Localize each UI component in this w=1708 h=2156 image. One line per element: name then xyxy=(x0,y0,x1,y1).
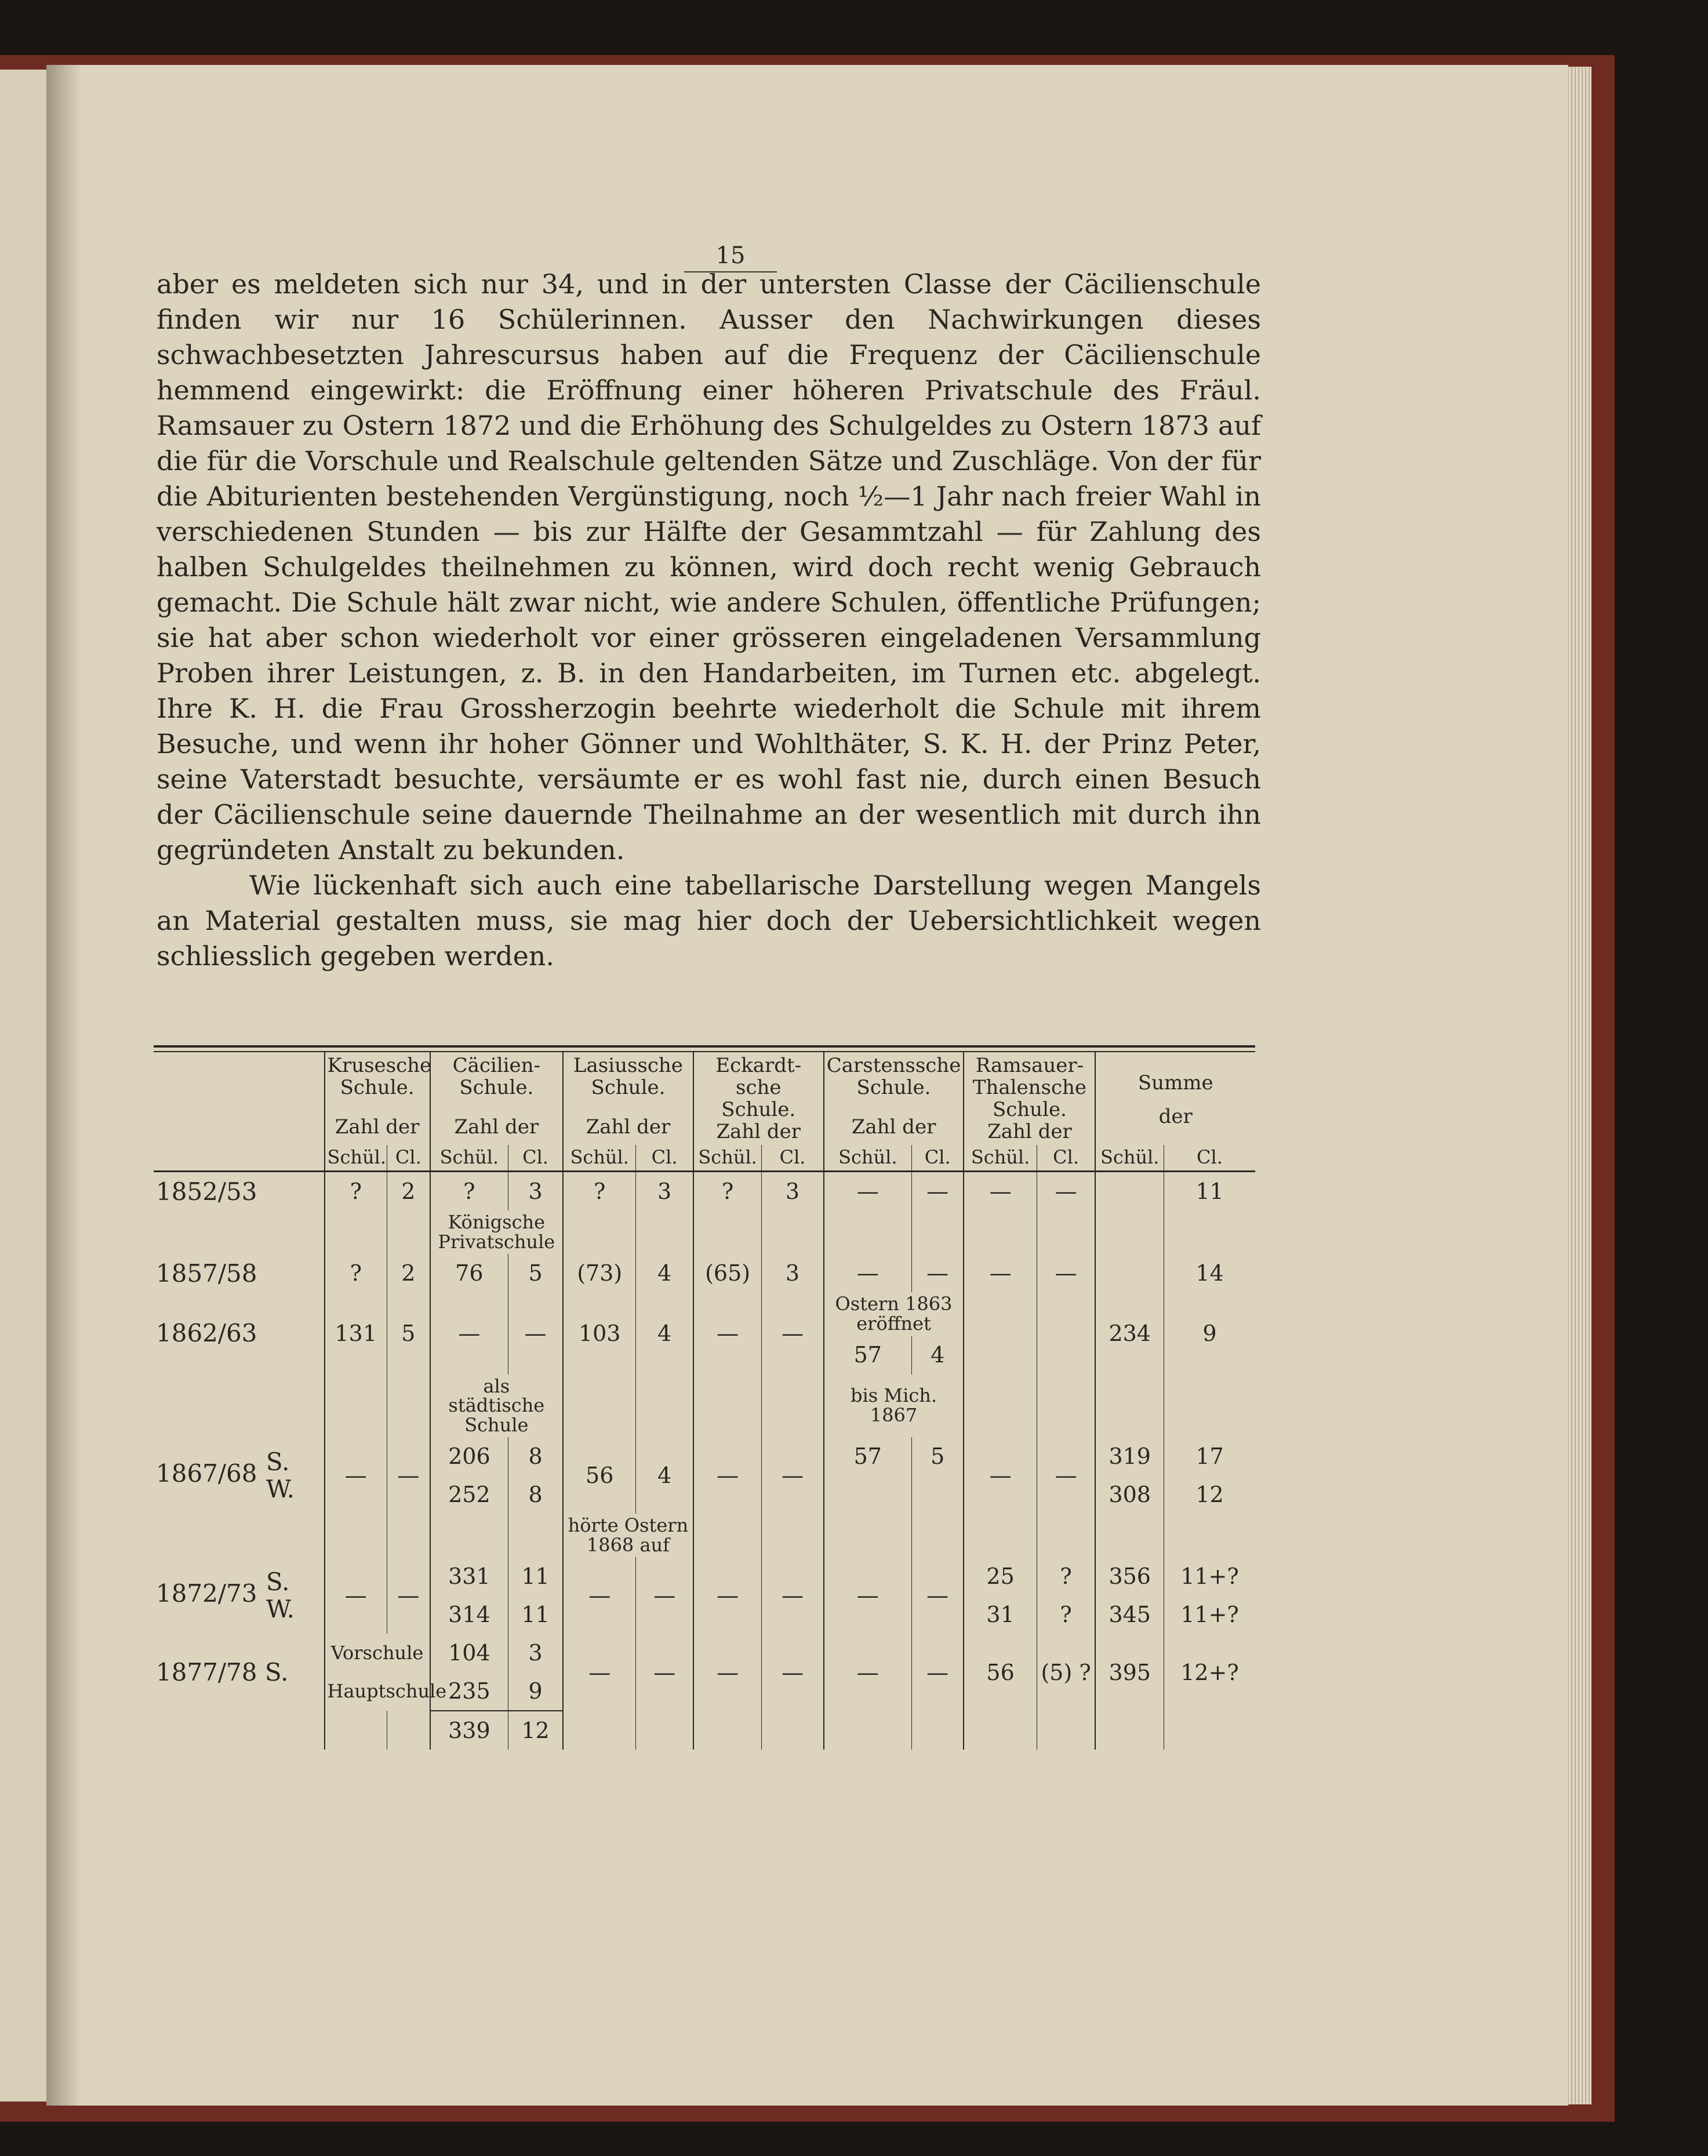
header-ramsauer: Ramsauer-Thalensche Schule. Zahl der xyxy=(964,1052,1095,1145)
empty-cell xyxy=(1037,1210,1095,1254)
table-cell: 11 xyxy=(508,1557,563,1595)
table-note-row-1867 xyxy=(154,1375,1255,1438)
empty-cell xyxy=(325,1711,387,1750)
table-cell xyxy=(1095,1254,1164,1292)
table-cell: ? xyxy=(325,1254,387,1292)
unit-schuel: Schül. xyxy=(964,1145,1037,1171)
table-cell: 4 xyxy=(636,1254,693,1292)
unit-cl: Cl. xyxy=(1037,1145,1095,1171)
empty-cell xyxy=(387,1514,430,1557)
table-cell: 5 xyxy=(387,1292,430,1374)
unit-schuel: Schül. xyxy=(693,1145,762,1171)
empty-cell xyxy=(762,1514,824,1557)
table-cell: 8 xyxy=(508,1475,563,1514)
unit-cl: Cl. xyxy=(762,1145,824,1171)
table-cell: 235 xyxy=(430,1672,508,1711)
label-vorschule: Vorschule xyxy=(325,1634,430,1672)
empty-cell xyxy=(154,1514,325,1557)
empty-cell xyxy=(563,1375,636,1438)
page-edges xyxy=(1565,67,1591,2104)
table-cell: — xyxy=(824,1634,912,1711)
empty-cell xyxy=(1037,1514,1095,1557)
table-cell: — xyxy=(325,1437,387,1514)
table-cell: — xyxy=(563,1557,636,1634)
empty-cell xyxy=(964,1711,1037,1750)
empty-cell xyxy=(1095,1711,1164,1750)
table-cell: 234 xyxy=(1095,1292,1164,1374)
table-cell: 25 xyxy=(964,1557,1037,1595)
table-cell: 3 xyxy=(636,1172,693,1211)
table-cell: — xyxy=(824,1254,912,1292)
table-cell: 9 xyxy=(1164,1292,1255,1374)
empty-cell xyxy=(964,1210,1037,1254)
table-cell: — xyxy=(824,1172,912,1211)
table-cell: 339 xyxy=(430,1711,508,1750)
table-cell: — xyxy=(824,1557,912,1634)
note-bis-mich-1867: bis Mich. 1867 xyxy=(824,1375,964,1438)
empty-cell xyxy=(154,1210,325,1254)
left-page-edge xyxy=(0,70,46,2102)
table-cell: — xyxy=(911,1557,964,1634)
table-cell: ? xyxy=(325,1172,387,1211)
gutter-shadow xyxy=(46,65,81,2106)
empty-cell xyxy=(964,1375,1037,1438)
empty-cell xyxy=(325,1514,387,1557)
table-cell: 31 xyxy=(964,1595,1037,1634)
unit-cl: Cl. xyxy=(387,1145,430,1171)
table-cell: — xyxy=(693,1292,762,1374)
table-note-row-1857 xyxy=(154,1210,1255,1254)
empty-cell xyxy=(824,1210,912,1254)
table-cell: 308 xyxy=(1095,1475,1164,1514)
table-cell: 3 xyxy=(762,1254,824,1292)
table-cell: 4 xyxy=(636,1292,693,1374)
table-cell: 104 xyxy=(430,1634,508,1672)
empty-cell xyxy=(762,1375,824,1438)
empty-cell xyxy=(563,1711,636,1750)
unit-cl: Cl. xyxy=(1164,1145,1255,1171)
unit-cl: Cl. xyxy=(508,1145,563,1171)
table-cell: — xyxy=(1037,1172,1095,1211)
table-cell: 76 xyxy=(430,1254,508,1292)
year-cell: 1867/68 S. W. xyxy=(156,1448,295,1504)
table-cell: — xyxy=(964,1254,1037,1292)
year-cell: 1852/53 xyxy=(156,1177,257,1206)
empty-cell xyxy=(1164,1711,1255,1750)
empty-cell xyxy=(508,1514,563,1557)
note-ostern-1863: Ostern 1863 eröffnet xyxy=(824,1292,964,1336)
empty-cell xyxy=(1095,1210,1164,1254)
empty-cell xyxy=(387,1210,430,1254)
empty-cell xyxy=(1164,1514,1255,1557)
school-statistics-table xyxy=(154,1052,1255,1750)
table-cell: 11 xyxy=(1164,1172,1255,1211)
empty-cell xyxy=(636,1711,693,1750)
table-row-1867-s xyxy=(154,1437,1255,1475)
table-cell: ? xyxy=(693,1172,762,1211)
table-cell: — xyxy=(430,1292,508,1374)
empty-cell xyxy=(325,1375,387,1438)
empty-cell xyxy=(1095,1514,1164,1557)
table-cell: 8 xyxy=(508,1437,563,1475)
unit-cl: Cl. xyxy=(636,1145,693,1171)
empty-cell xyxy=(824,1514,912,1557)
table-cell: 12+? xyxy=(1164,1634,1255,1711)
empty-cell xyxy=(693,1711,762,1750)
table-cell: — xyxy=(693,1557,762,1634)
table-cell: — xyxy=(964,1437,1037,1514)
empty-cell xyxy=(693,1514,762,1557)
table-cell: 3 xyxy=(508,1634,563,1672)
table-cell: 11 xyxy=(508,1595,563,1634)
empty-cell xyxy=(911,1475,964,1514)
empty-cell xyxy=(1164,1210,1255,1254)
table-cell: (5) ? xyxy=(1037,1634,1095,1711)
empty-cell xyxy=(911,1514,964,1557)
year-cell: 1862/63 xyxy=(156,1319,257,1348)
table-cell: — xyxy=(636,1557,693,1634)
table-row-1877-total xyxy=(154,1711,1255,1750)
empty-cell xyxy=(636,1210,693,1254)
empty-cell xyxy=(824,1711,912,1750)
unit-schuel: Schül. xyxy=(325,1145,387,1171)
header-row-schools xyxy=(154,1052,1255,1145)
table-note-row-lasius xyxy=(154,1514,1255,1557)
table-cell: — xyxy=(964,1172,1037,1211)
unit-schuel: Schül. xyxy=(1095,1145,1164,1171)
empty-cell xyxy=(964,1514,1037,1557)
table-cell: ? xyxy=(430,1172,508,1211)
header-eckardt: Eckardt-sche Schule. Zahl der xyxy=(693,1052,824,1145)
note-koenigsche-privatschule: Königsche Privatschule xyxy=(430,1210,563,1254)
table-cell: 314 xyxy=(430,1595,508,1634)
table-cell: 14 xyxy=(1164,1254,1255,1292)
table-cell: 5 xyxy=(508,1254,563,1292)
label-hauptschule: Hauptschule xyxy=(325,1672,430,1711)
empty-cell xyxy=(1037,1711,1095,1750)
table-cell: — xyxy=(693,1634,762,1711)
table-cell: — xyxy=(1037,1437,1095,1514)
body-text xyxy=(157,267,1261,974)
table-cell: 3 xyxy=(762,1172,824,1211)
empty-cell xyxy=(824,1475,912,1514)
header-lasius: Lasiussche Schule. Zahl der xyxy=(563,1052,693,1145)
empty-cell xyxy=(762,1711,824,1750)
table-row-1872-s xyxy=(154,1557,1255,1595)
empty-cell xyxy=(430,1514,508,1557)
table-cell: 12 xyxy=(508,1711,563,1750)
year-cell: 1872/73 S. W. xyxy=(156,1568,295,1624)
table-cell: — xyxy=(762,1437,824,1514)
table-row-1857 xyxy=(154,1254,1255,1292)
table-cell: 12 xyxy=(1164,1475,1255,1514)
table-cell: 11+? xyxy=(1164,1595,1255,1634)
table-cell: 57 xyxy=(824,1336,912,1375)
table-row-1862 xyxy=(154,1292,1255,1336)
table-cell: — xyxy=(1037,1254,1095,1292)
page-number: 15 xyxy=(684,242,777,272)
table-cell xyxy=(1095,1172,1164,1211)
table-cell: — xyxy=(762,1557,824,1634)
empty-cell xyxy=(1095,1375,1164,1438)
empty-cell xyxy=(563,1210,636,1254)
table-cell: ? xyxy=(1037,1557,1095,1595)
table-cell: — xyxy=(693,1437,762,1514)
header-summe: Summe der xyxy=(1095,1052,1255,1145)
table-cell: 56 xyxy=(563,1437,636,1514)
empty-cell xyxy=(154,1375,325,1438)
table-cell: — xyxy=(325,1557,387,1634)
table-cell: 319 xyxy=(1095,1437,1164,1475)
table-cell: (73) xyxy=(563,1254,636,1292)
table-cell: 2 xyxy=(387,1254,430,1292)
unit-schuel: Schül. xyxy=(824,1145,912,1171)
table-cell: 5 xyxy=(911,1437,964,1475)
header-krusesche: Krusesche Schule. Zahl der xyxy=(325,1052,430,1145)
table-cell: 11+? xyxy=(1164,1557,1255,1595)
table-cell: — xyxy=(636,1634,693,1711)
year-cell: 1877/78 S. xyxy=(156,1658,289,1687)
table-cell: 252 xyxy=(430,1475,508,1514)
note-als-staedtische-schule: als städtische Schule xyxy=(430,1375,563,1438)
table-cell: 103 xyxy=(563,1292,636,1374)
table-cell: 57 xyxy=(824,1437,912,1475)
paragraph-2: Wie lückenhaft sich auch eine tabellarische Darstellung wegen Mangels an Material gestalten muss, sie mag hier doch der Uebersichtlichkeit wegen schliesslich gegeben werden. xyxy=(157,870,1261,972)
header-row-units xyxy=(154,1145,1255,1171)
empty-cell xyxy=(1037,1375,1095,1438)
empty-cell xyxy=(911,1711,964,1750)
empty-cell xyxy=(693,1375,762,1438)
table-cell xyxy=(964,1292,1037,1374)
table-cell: 56 xyxy=(964,1634,1037,1711)
empty-cell xyxy=(911,1210,964,1254)
empty-cell xyxy=(325,1210,387,1254)
table-cell: ? xyxy=(1037,1595,1095,1634)
table-row-1852 xyxy=(154,1172,1255,1211)
unit-cl: Cl. xyxy=(911,1145,964,1171)
table-cell: — xyxy=(387,1557,430,1634)
table-cell: — xyxy=(911,1172,964,1211)
table-cell: — xyxy=(387,1437,430,1514)
empty-cell xyxy=(762,1210,824,1254)
empty-cell xyxy=(693,1210,762,1254)
empty-cell xyxy=(636,1375,693,1438)
table-cell: 331 xyxy=(430,1557,508,1595)
header-carstens: Carstenssche Schule. Zahl der xyxy=(824,1052,964,1145)
table-cell: 4 xyxy=(636,1437,693,1514)
table-cell: — xyxy=(762,1634,824,1711)
table-cell: — xyxy=(563,1634,636,1711)
header-caecilien: Cäcilien-Schule. Zahl der xyxy=(430,1052,563,1145)
table-cell: ? xyxy=(563,1172,636,1211)
empty-cell xyxy=(154,1711,325,1750)
table-cell: — xyxy=(911,1634,964,1711)
note-hoerte-ostern-1868-auf: hörte Ostern 1868 auf xyxy=(563,1514,693,1557)
table-top-rule xyxy=(154,1045,1255,1050)
table-cell: (65) xyxy=(693,1254,762,1292)
table-cell: — xyxy=(508,1292,563,1374)
table-cell: 2 xyxy=(387,1172,430,1211)
table-cell: 17 xyxy=(1164,1437,1255,1475)
table-cell: — xyxy=(762,1292,824,1374)
header-unit-year xyxy=(154,1145,325,1171)
table-cell: 206 xyxy=(430,1437,508,1475)
unit-schuel: Schül. xyxy=(430,1145,508,1171)
empty-cell xyxy=(387,1711,430,1750)
table-cell: 3 xyxy=(508,1172,563,1211)
table-cell: 4 xyxy=(911,1336,964,1375)
year-cell: 1857/58 xyxy=(156,1259,257,1288)
empty-cell xyxy=(387,1375,430,1438)
table-cell: 356 xyxy=(1095,1557,1164,1595)
table-cell: 345 xyxy=(1095,1595,1164,1634)
table-cell: 131 xyxy=(325,1292,387,1374)
header-year xyxy=(154,1052,325,1145)
table-row-1877-vorschule xyxy=(154,1634,1255,1672)
table-cell: 9 xyxy=(508,1672,563,1711)
table-cell: 395 xyxy=(1095,1634,1164,1711)
empty-cell xyxy=(1164,1375,1255,1438)
table-cell: — xyxy=(911,1254,964,1292)
table-cell xyxy=(1037,1292,1095,1374)
unit-schuel: Schül. xyxy=(563,1145,636,1171)
paragraph-1: aber es meldeten sich nur 34, und in der untersten Classe der Cäcilienschule finden wir nur 16 Schülerinnen. Ausser den Nachwirkungen dieses schwachbesetzten Jahrescursus haben auf die Frequenz der Cäcilienschule hemmend eingewirkt: die Eröffnung einer höheren Privatschule des Fräul. Ramsauer zu Ostern 1872 und die Erhöhung des Schulgeldes zu Ostern 1873 auf die für die Vorschule und Realschule geltenden Sätze und Zuschläge. Von der für die Abiturienten bestehenden Vergünstigung, noch ½—1 Jahr nach freier Wahl in verschiedenen Stunden — bis zur Hälfte der Gesammtzahl — für Zahlung des halben Schulgeldes theilnehmen zu können, wird doch recht wenig Gebrauch gemacht. Die Schule hält zwar nicht, wie andere Schulen, öffentliche Prüfungen; sie hat aber schon wiederholt vor einer grösseren eingeladenen Versammlung Proben ihrer Leistungen, z. B. in den Handarbeiten, im Turnen etc. abgelegt. Ihre K. H. die Frau Grossherzogin beehrte wiederholt die Schule mit ihrem Besuche, und wenn ihr hoher Gönner und Wohlthäter, S. K. H. der Prinz Peter, seine Vaterstadt besuchte, versäumte er es wohl fast nie, durch einen Besuch der Cäcilienschule seine dauernde Theilnahme an der wesentlich mit durch ihn gegründeten Anstalt zu bekunden. xyxy=(157,268,1261,866)
